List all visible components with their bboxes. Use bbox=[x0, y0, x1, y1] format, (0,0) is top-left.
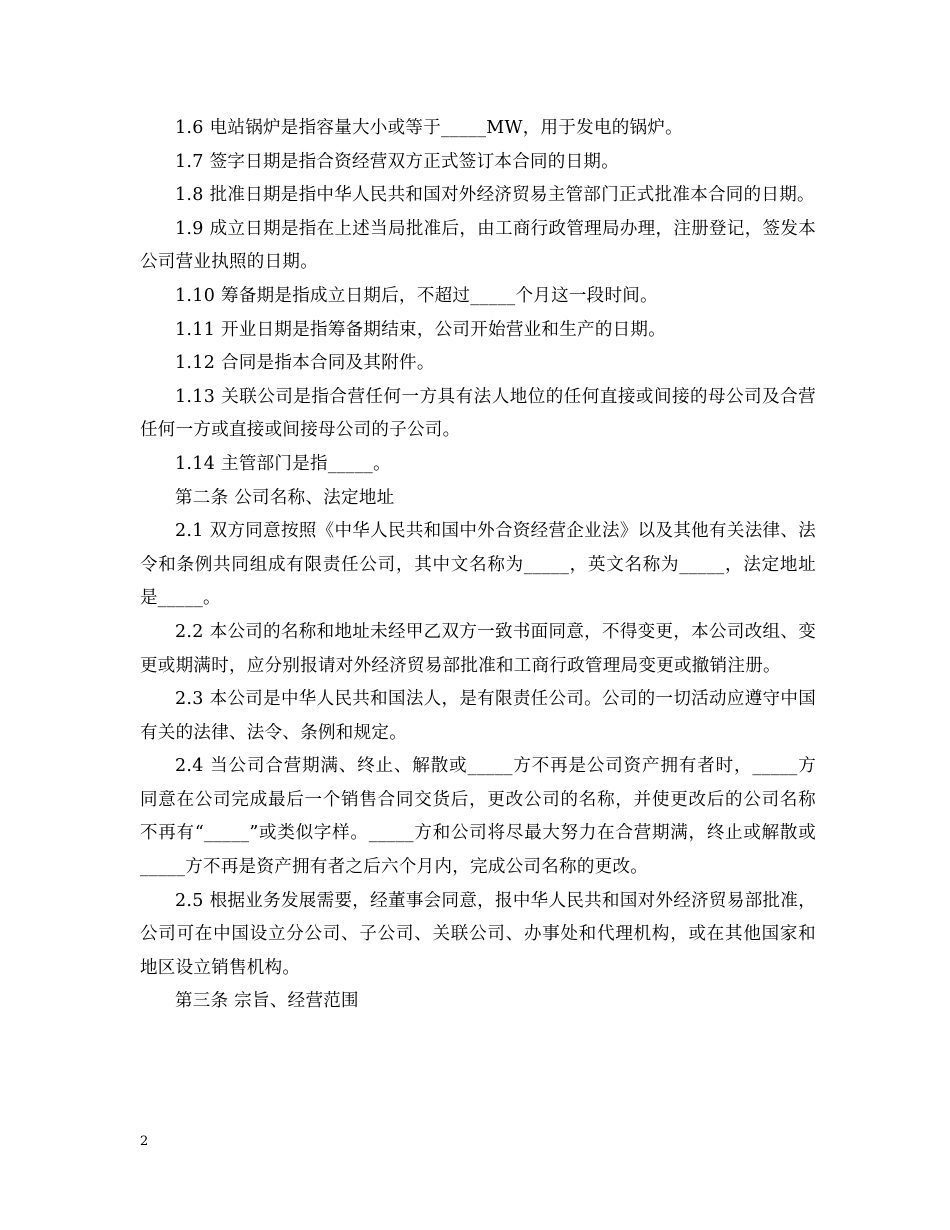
clause-1-6: 1.6 电站锅炉是指容量大小或等于_____MW，用于发电的锅炉。 bbox=[175, 118, 683, 138]
clause-1-10: 1.10 筹备期是指成立日期后，不超过_____个月这一段时间。 bbox=[175, 285, 658, 306]
article-2-heading: 第二条 公司名称、法定地址 bbox=[175, 487, 395, 508]
clause-2-5: 2.5 根据业务发展需要，经董事会同意，报中华人民共和国对外经济贸易部批准，公司可在中国设立分公司、子公司、关联公司、办事处和代理机构，或在其他国家和地区设立销售机构。 bbox=[140, 890, 816, 978]
clause-1-12: 1.12 合同是指本合同及其附件。 bbox=[175, 353, 435, 374]
clause-2-1: 2.1 双方同意按照《中华人民共和国中外合资经营企业法》以及其他有关法律、法令和条例共同组成有限责任公司，其中文名称为_____，英文名称为_____，法定地址是_____。 bbox=[140, 521, 816, 609]
clause-2-3: 2.3 本公司是中华人民共和国法人，是有限责任公司。公司的一切活动应遵守中国有关的法律、法令、条例和规定。 bbox=[140, 689, 816, 743]
clause-1-13: 1.13 关联公司是指合营任何一方具有法人地位的任何直接或间接的母公司及合营任何一方或直接或间接母公司的子公司。 bbox=[140, 386, 816, 441]
clause-1-9: 1.9 成立日期是指在上述当局批准后，由工商行政管理局办理，注册登记，签发本公司营业执照的日期。 bbox=[140, 218, 816, 273]
article-3-heading: 第三条 宗旨、经营范围 bbox=[175, 991, 359, 1012]
page-number: 2 bbox=[140, 1134, 149, 1149]
clause-1-7: 1.7 签字日期是指合资经营双方正式签订本合同的日期。 bbox=[175, 151, 619, 172]
clause-2-2: 2.2 本公司的名称和地址未经甲乙双方一致书面同意，不得变更，本公司改组、变更或期满时，应分别报请对外经济贸易部批准和工商行政管理局变更或撤销注册。 bbox=[140, 621, 816, 676]
clause-1-14: 1.14 主管部门是指_____。 bbox=[175, 453, 391, 474]
clause-1-11: 1.11 开业日期是指筹备期结束，公司开始营业和生产的日期。 bbox=[175, 319, 667, 340]
clause-1-8: 1.8 批准日期是指中华人民共和国对外经济贸易主管部门正式批准本合同的日期。 bbox=[175, 185, 815, 206]
document-body bbox=[140, 112, 816, 1019]
clause-2-4: 2.4 当公司合营期满、终止、解散或_____方不再是公司资产拥有者时，_____方同意在公司完成最后一个销售合同交货后，更改公司的名称，并使更改后的公司名称不再有“_____”或类似字样。_____方和公司将尽最大努力在合营期满，终止或解散或_____方不再是资产拥有者之后六个月内，完成公司名称的更改。 bbox=[140, 756, 816, 878]
